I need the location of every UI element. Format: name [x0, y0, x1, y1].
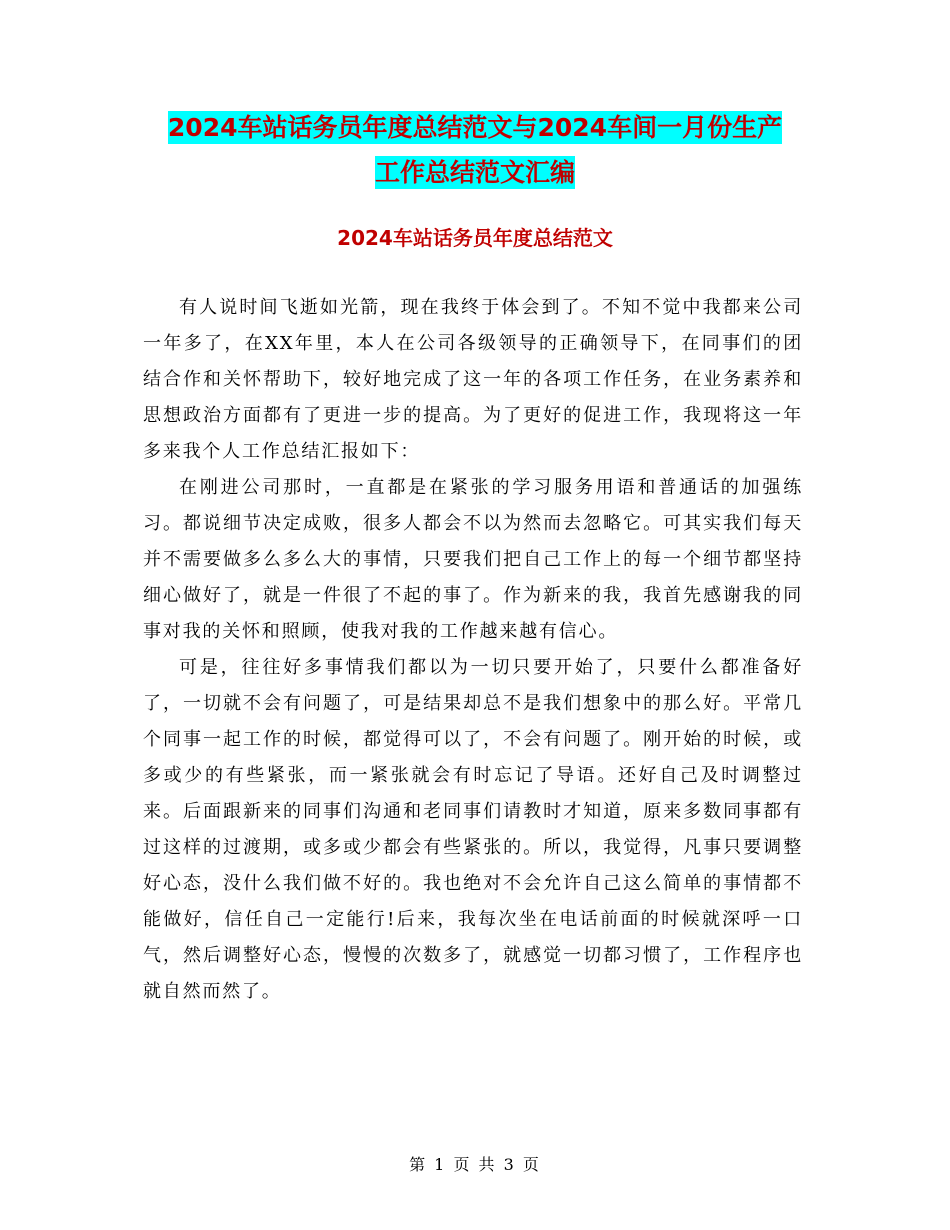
document-title-line-2	[0, 158, 950, 188]
paragraph-3: 可是，往往好多事情我们都以为一切只要开始了，只要什么都准备好了，一切就不会有问题了，可是结果却总不是我们想象中的那么好。平常几个同事一起工作的时候，都觉得可以了，不会有问题了。刚开始的时候，或多或少的有些紧张，而一紧张就会有时忘记了导语。还好自己及时调整过来。后面跟新来的同事们沟通和老同事们请教时才知道，原来多数同事都有过这样的过渡期，或多或少都会有些紧张的。所以，我觉得，凡事只要调整好心态，没什么我们做不好的。我也绝对不会允许自己这么简单的事情都不能做好，信任自己一定能行!后来，我每次坐在电话前面的时候就深呼一口气，然后调整好心态，慢慢的次数多了，就感觉一切都习惯了，工作程序也就自然而然了。	[143, 657, 803, 1002]
title-text-1: 2024车站话务员年度总结范文与2024车间一月份生产	[167, 113, 783, 142]
document-body	[143, 290, 803, 1010]
page-footer: 第 1 页 共 3 页	[409, 1155, 541, 1174]
section-title: 2024车站话务员年度总结范文	[337, 226, 613, 250]
document-title-line-1	[0, 113, 950, 143]
title-text-2: 工作总结范文汇编	[374, 158, 575, 187]
paragraph-1: 有人说时间飞逝如光箭，现在我终于体会到了。不知不觉中我都来公司一年多了，在XX年里，本人在公司各级领导的正确领导下，在同事们的团结合作和关怀帮助下，较好地完成了这一年的各项工作任务，在业务素养和思想政治方面都有了更进一步的提高。为了更好的促进工作，我现将这一年多来我个人工作总结汇报如下：	[143, 297, 803, 462]
paragraph-2: 在刚进公司那时，一直都是在紧张的学习服务用语和普通话的加强练习。都说细节决定成败，很多人都会不以为然而去忽略它。可其实我们每天并不需要做多么多么大的事情，只要我们把自己工作上的每一个细节都坚持细心做好了，就是一件很了不起的事了。作为新来的我，我首先感谢我的同事对我的关怀和照顾，使我对我的工作越来越有信心。	[143, 477, 803, 642]
